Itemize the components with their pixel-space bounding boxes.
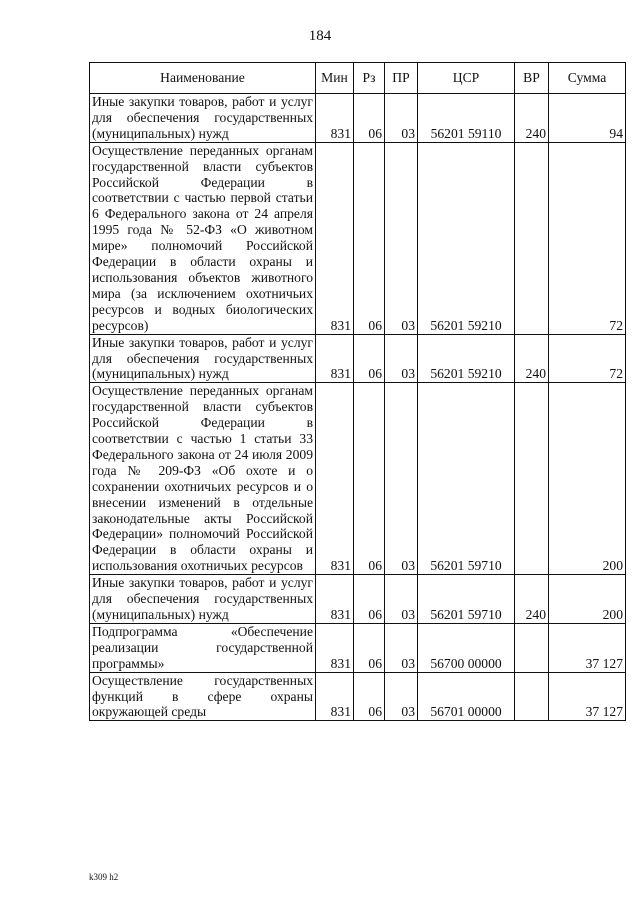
row-rz: 06 [354, 383, 385, 575]
row-name: Осуществление переданных органам государственной власти субъектов Российской Федерации в соответствии с частью первой статьи 6 Федерального закона от 24 апреля 1995 года № 52-ФЗ «О животном мире» полномочий Российской Федерации в области охраны и использования объектов животного мира (за исключением охотничьих ресурсов и водных биологических ресурсов) [90, 142, 316, 334]
row-pr: 03 [385, 672, 418, 721]
row-min: 831 [316, 383, 354, 575]
row-pr: 03 [385, 334, 418, 383]
row-rz: 06 [354, 623, 385, 672]
row-pr: 03 [385, 575, 418, 624]
table-row [90, 94, 626, 143]
row-csr: 56201 59210 [418, 142, 515, 334]
row-csr: 56201 59710 [418, 575, 515, 624]
row-csr: 56700 00000 [418, 623, 515, 672]
row-vr [515, 623, 549, 672]
row-sum: 94 [549, 94, 626, 143]
row-csr: 56201 59710 [418, 383, 515, 575]
row-sum: 200 [549, 575, 626, 624]
row-csr: 56201 59110 [418, 94, 515, 143]
table-row [90, 623, 626, 672]
row-rz: 06 [354, 94, 385, 143]
row-min: 831 [316, 142, 354, 334]
header-csr: ЦСР [418, 63, 515, 94]
table-header-row [90, 63, 626, 94]
row-vr: 240 [515, 334, 549, 383]
row-sum: 200 [549, 383, 626, 575]
row-rz: 06 [354, 142, 385, 334]
row-name: Подпрограмма «Обеспечение реализации государственной программы» [90, 623, 316, 672]
table-row [90, 142, 626, 334]
row-min: 831 [316, 94, 354, 143]
row-rz: 06 [354, 575, 385, 624]
row-csr: 56701 00000 [418, 672, 515, 721]
row-name: Осуществление переданных органам государственной власти субъектов Российской Федерации в соответствии с частью 1 статьи 33 Федерального закона от 24 июля 2009 года № 209-ФЗ «Об охоте и о сохранении охотничьих ресурсов и о внесении изменений в отдельные законодательные акты Российской Федерации» полномочий Российской Федерации в области охраны и использования охотничьих ресурсов [90, 383, 316, 575]
row-vr [515, 672, 549, 721]
row-pr: 03 [385, 623, 418, 672]
row-vr [515, 383, 549, 575]
row-pr: 03 [385, 142, 418, 334]
header-vr: ВР [515, 63, 549, 94]
page-number: 184 [308, 28, 332, 44]
row-min: 831 [316, 623, 354, 672]
row-rz: 06 [354, 334, 385, 383]
row-csr: 56201 59210 [418, 334, 515, 383]
row-name: Осуществление государственных функций в сфере охраны окружающей среды [90, 672, 316, 721]
row-vr [515, 142, 549, 334]
row-name: Иные закупки товаров, работ и услуг для обеспечения государственных (муниципальных) нужд [90, 575, 316, 624]
footer-code: k309 h2 [89, 872, 119, 882]
row-sum: 72 [549, 334, 626, 383]
table-row [90, 383, 626, 575]
row-sum: 37 127 [549, 623, 626, 672]
row-pr: 03 [385, 383, 418, 575]
header-pr: ПР [385, 63, 418, 94]
header-name: Наименование [90, 63, 316, 94]
row-min: 831 [316, 575, 354, 624]
row-vr: 240 [515, 94, 549, 143]
row-rz: 06 [354, 672, 385, 721]
budget-table [89, 62, 626, 721]
row-pr: 03 [385, 94, 418, 143]
table-row [90, 334, 626, 383]
row-min: 831 [316, 334, 354, 383]
row-vr: 240 [515, 575, 549, 624]
table-row [90, 575, 626, 624]
header-min: Мин [316, 63, 354, 94]
row-name: Иные закупки товаров, работ и услуг для обеспечения государственных (муниципальных) нужд [90, 334, 316, 383]
header-sum: Сумма [549, 63, 626, 94]
table-row [90, 672, 626, 721]
row-name: Иные закупки товаров, работ и услуг для обеспечения государственных (муниципальных) нужд [90, 94, 316, 143]
header-rz: Рз [354, 63, 385, 94]
row-sum: 37 127 [549, 672, 626, 721]
row-sum: 72 [549, 142, 626, 334]
row-min: 831 [316, 672, 354, 721]
